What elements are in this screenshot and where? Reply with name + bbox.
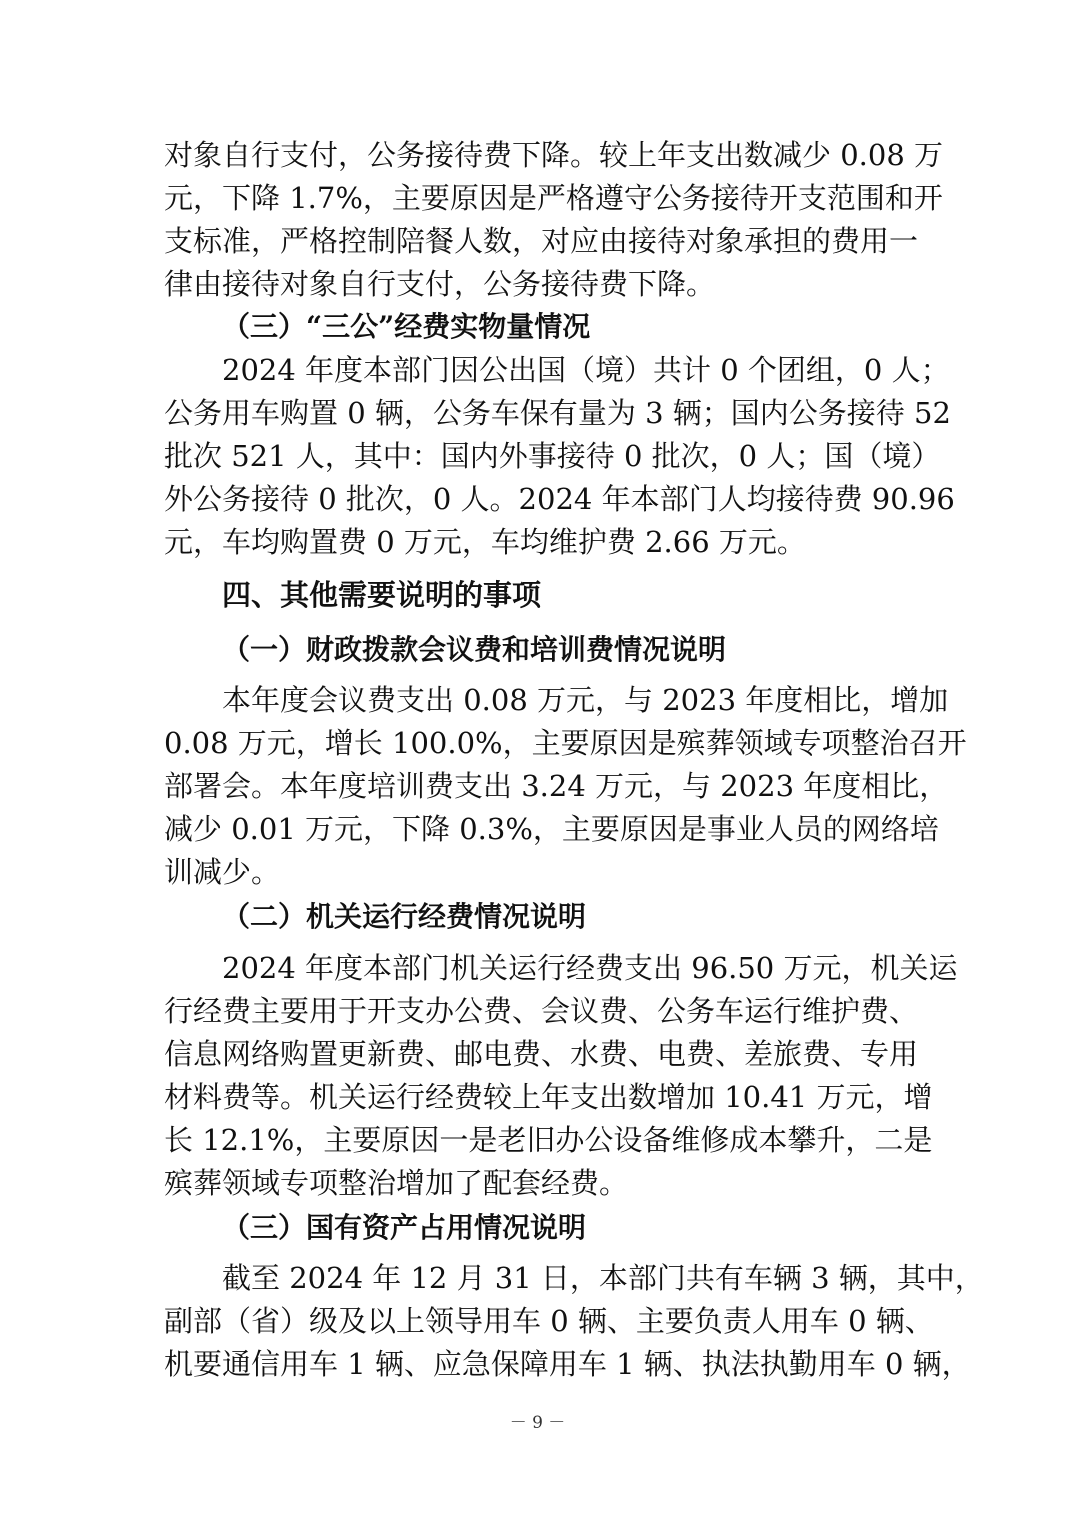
text-line: 训减少。 [164,855,281,889]
text-line: 对象自行支付，公务接待费下降。较上年支出数减少 0.08 万 [164,138,944,172]
part-4-heading: 四、其他需要说明的事项 [222,578,542,612]
text-line: 材料费等。机关运行经费较上年支出数增加 10.41 万元，增 [164,1080,933,1114]
text-line: 副部（省）级及以上领导用车 0 辆、主要负责人用车 0 辆、 [164,1304,934,1338]
text-line: 律由接待对象自行支付，公务接待费下降。 [164,267,716,301]
text-line: 支标准，严格控制陪餐人数，对应由接待对象承担的费用一 [164,224,919,258]
text-line: 2024 年度本部门因公出国（境）共计 0 个团组，0 人； [222,353,950,387]
text-line: 本年度会议费支出 0.08 万元，与 2023 年度相比，增加 [222,683,949,717]
text-line: 元，车均购置费 0 万元，车均维护费 2.66 万元。 [164,525,806,559]
text-line: 减少 0.01 万元，下降 0.3%，主要原因是事业人员的网络培 [164,812,939,846]
page-number: － 9 － [509,1413,566,1433]
text-line: 部署会。本年度培训费支出 3.24 万元，与 2023 年度相比， [164,769,949,803]
text-line: 公务用车购置 0 辆，公务车保有量为 3 辆；国内公务接待 52 [164,396,951,430]
text-line: 行经费主要用于开支办公费、会议费、公务车运行维护费、 [164,994,919,1028]
text-line: 长 12.1%，主要原因一是老旧办公设备维修成本攀升，二是 [164,1123,933,1157]
sub-3-heading: （三）国有资产占用情况说明 [222,1211,587,1244]
text-line: 殡葬领域专项整治增加了配套经费。 [164,1166,629,1200]
text-line: 2024 年度本部门机关运行经费支出 96.50 万元，机关运 [222,951,958,985]
text-line: 外公务接待 0 批次，0 人。2024 年本部门人均接待费 90.96 [164,482,955,516]
sub-2-heading: （二）机关运行经费情况说明 [222,900,587,933]
text-line: 机要通信用车 1 辆、应急保障用车 1 辆、执法执勤用车 0 辆， [164,1347,971,1381]
section-3-heading: （三）“三公”经费实物量情况 [222,310,591,343]
sub-1-heading: （一）财政拨款会议费和培训费情况说明 [222,633,727,666]
text-line: 0.08 万元，增长 100.0%，主要原因是殡葬领域专项整治召开 [164,726,967,760]
text-line: 批次 521 人，其中：国内外事接待 0 批次，0 人；国（境） [164,439,941,473]
text-line: 截至 2024 年 12 月 31 日，本部门共有车辆 3 辆，其中， [222,1261,984,1295]
text-line: 信息网络购置更新费、邮电费、水费、电费、差旅费、专用 [164,1037,919,1071]
text-line: 元，下降 1.7%，主要原因是严格遵守公务接待开支范围和开 [164,181,943,215]
